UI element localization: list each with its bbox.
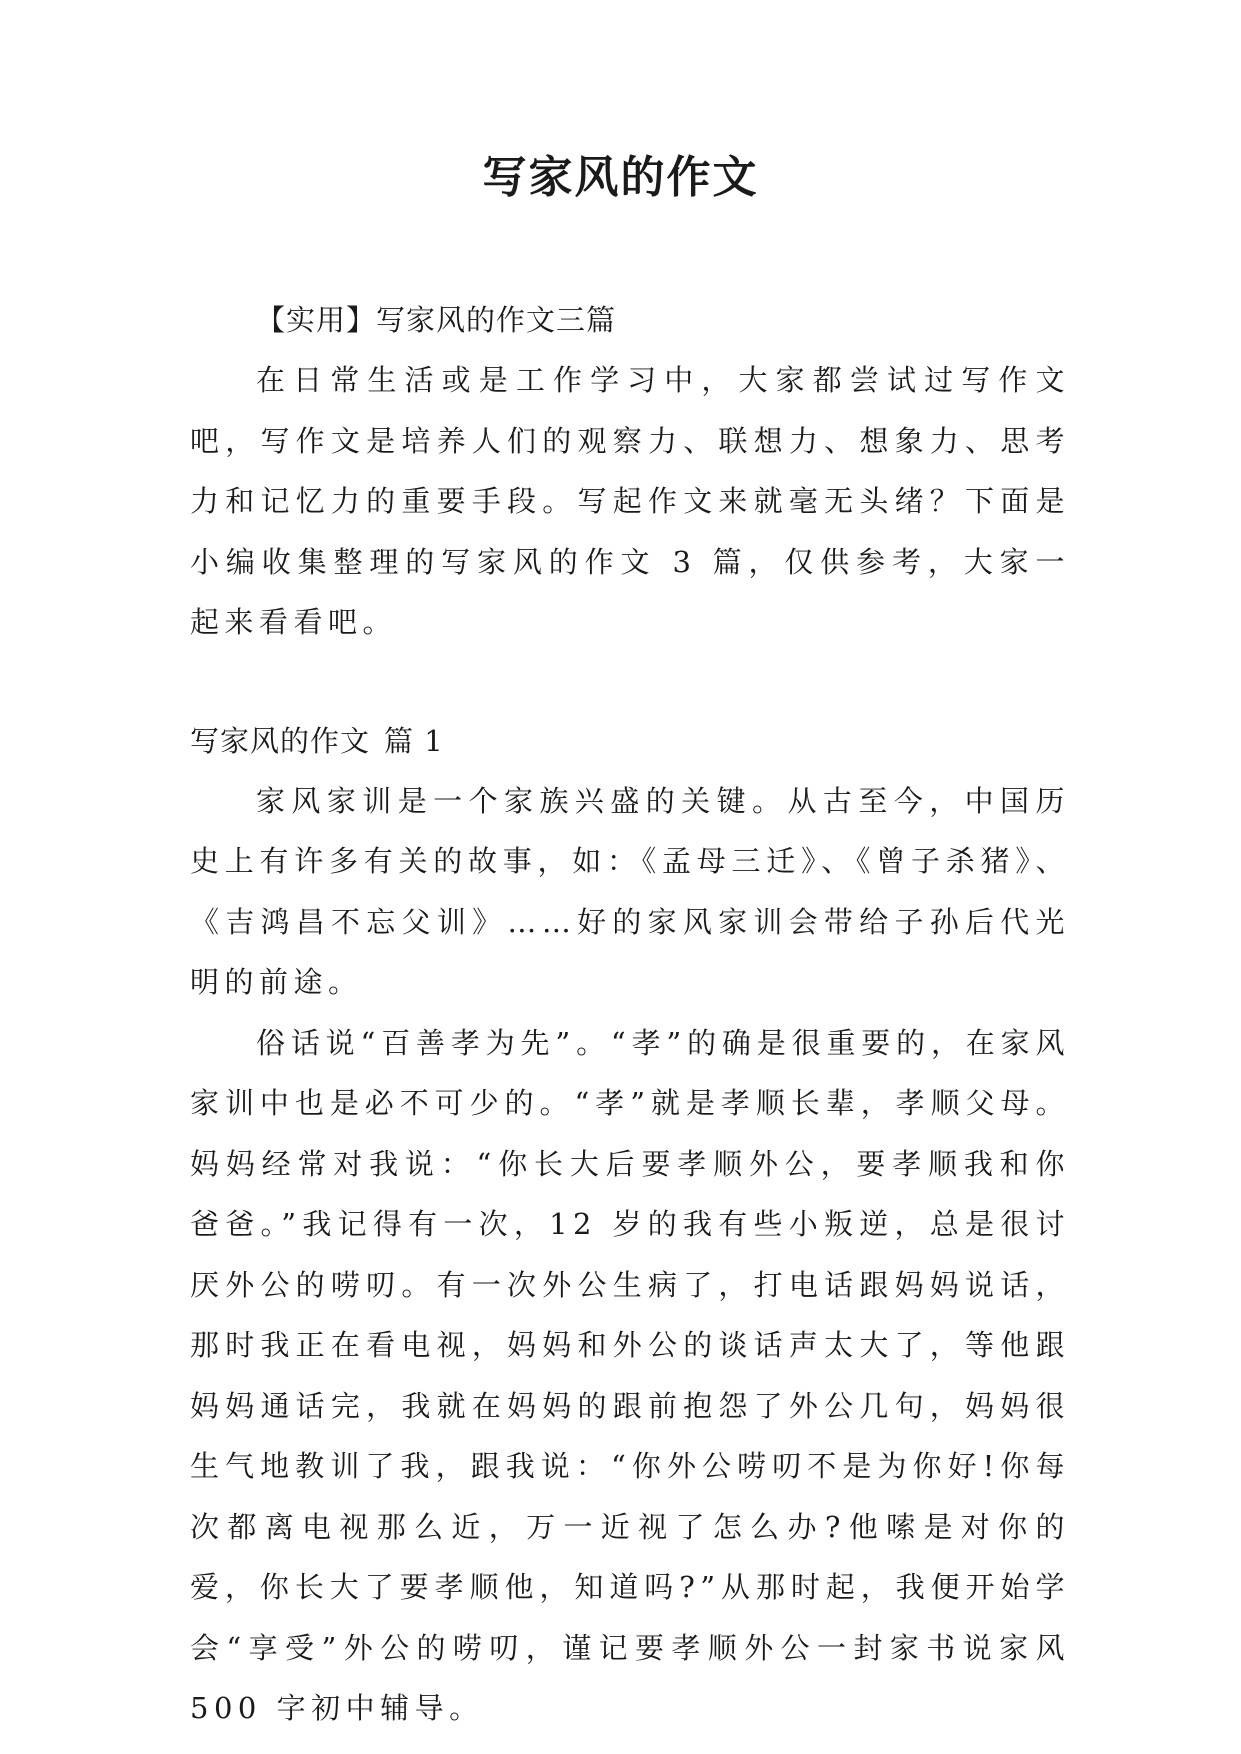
document-subtitle: 【实用】写家风的作文三篇 bbox=[256, 303, 617, 337]
section-heading bbox=[190, 711, 1070, 771]
document-title: 写家风的作文 bbox=[482, 152, 759, 203]
section-paragraph: 俗话说“百善孝为先”。“孝”的确是很重要的，在家风家训中也是必不可少的。“孝”就是孝顺长辈，孝顺父母。妈妈经常对我说：“你长大后要孝顺外公，要孝顺我和你爸爸。”我记得有一次，12 岁的我有些小叛逆，总是很讨厌外公的唠叨。有一次外公生病了，打电话跟妈妈说话，那时我正在看电视，妈妈和外公的谈话声太大了，等他跟妈妈通话完，我就在妈妈的跟前抱怨了外公几句，妈妈很生气地教训了我，跟我说：“你外公唠叨不是为你好!你每次都离电视那么近，万一近视了怎么办?他嗦是对你的爱，你长大了要孝顺他，知道吗?”从那时起，我便开始学会“享受”外公的唠叨，谨记要孝顺外公一封家书说家风 500 字初中辅导。 bbox=[190, 1025, 1070, 1725]
section-heading-number: 篇 1 bbox=[384, 723, 444, 758]
section-heading-title: 写家风的作文 bbox=[190, 723, 371, 758]
document-body bbox=[190, 290, 1070, 1739]
intro-paragraph: 在日常生活或是工作学习中，大家都尝试过写作文吧，写作文是培养人们的观察力、联想力、想象力、思考力和记忆力的重要手段。写起作文来就毫无头绪？下面是小编收集整理的写家风的作文 3 篇，仅供参考，大家一起来看看吧。 bbox=[190, 363, 1070, 639]
section-paragraph: 家风家训是一个家族兴盛的关键。从古至今，中国历史上有许多有关的故事，如：《孟母三迁》、《曾子杀猪》、《吉鸿昌不忘父训》……好的家风家训会带给子孙后代光明的前途。 bbox=[190, 783, 1070, 999]
